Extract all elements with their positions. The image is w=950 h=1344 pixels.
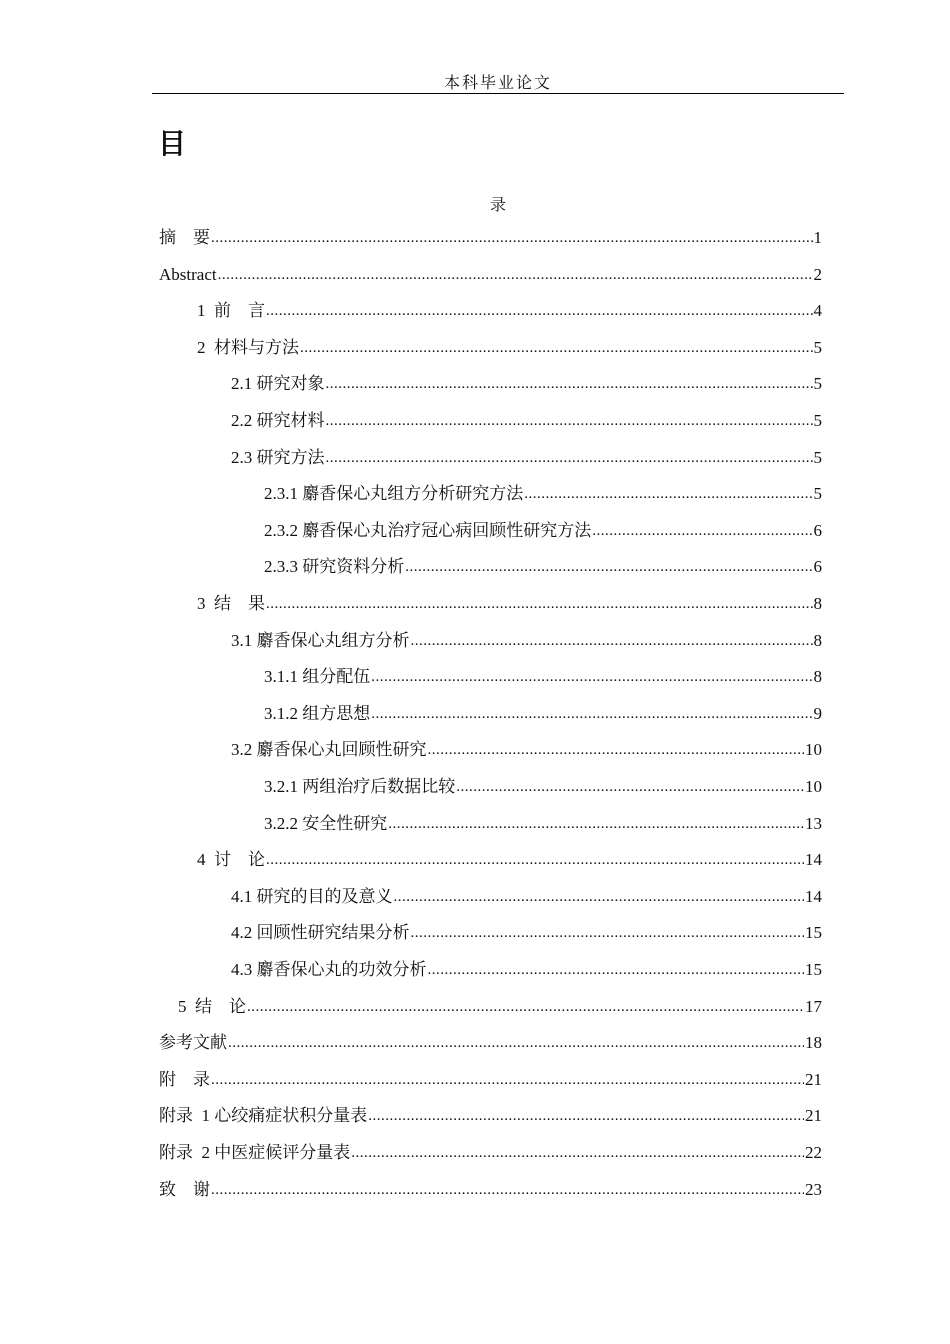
toc-entry[interactable] xyxy=(231,403,822,433)
toc-entry[interactable] xyxy=(264,513,822,543)
toc-dot-leader xyxy=(211,1068,804,1092)
toc-entry-page-number: 6 xyxy=(813,557,822,577)
toc-entry[interactable] xyxy=(197,293,822,323)
toc-entry[interactable] xyxy=(264,476,822,506)
toc-entry[interactable] xyxy=(264,549,822,579)
toc-entry-page-number: 17 xyxy=(805,996,822,1016)
toc-entry-label: 2.3 研究方法 xyxy=(231,447,325,467)
toc-entry[interactable] xyxy=(231,952,822,982)
toc-entry-label: 3.1.2 组方思想 xyxy=(264,703,371,723)
toc-entry-page-number: 1 xyxy=(813,228,822,247)
toc-entry[interactable] xyxy=(264,806,822,836)
toc-dot-leader xyxy=(394,885,805,909)
toc-entry-label: 2.3.2 麝香保心丸治疗冠心病回顾性研究方法 xyxy=(264,520,592,540)
toc-dot-leader xyxy=(405,555,812,579)
toc-entry[interactable] xyxy=(159,1172,822,1202)
toc-entry[interactable] xyxy=(159,1135,822,1165)
toc-title-second-char: 录 xyxy=(489,197,506,214)
toc-entry-page-number: 10 xyxy=(805,740,822,760)
toc-entry-label: 3 结 果 xyxy=(197,594,265,613)
toc-entry[interactable] xyxy=(231,366,822,396)
toc-dot-leader xyxy=(211,1178,804,1202)
toc-entry-label: 附录 1 心绞痛症状积分量表 xyxy=(159,1106,368,1126)
toc-dot-leader xyxy=(388,812,804,836)
toc-dot-leader xyxy=(428,958,805,982)
toc-dot-leader xyxy=(456,775,804,799)
toc-entry-page-number: 2 xyxy=(813,264,822,284)
toc-entry-page-number: 15 xyxy=(805,923,822,943)
toc-entry-label: 致 谢 xyxy=(159,1179,210,1199)
toc-entry[interactable] xyxy=(197,842,822,872)
toc-entry-page-number: 5 xyxy=(813,447,822,467)
toc-entry-label: 4.1 研究的目的及意义 xyxy=(231,886,393,906)
toc-dot-leader xyxy=(266,848,804,872)
toc-dot-leader xyxy=(371,665,812,689)
toc-entry[interactable] xyxy=(159,1062,822,1092)
toc-entry-page-number: 21 xyxy=(805,1106,822,1126)
toc-entry-label: 3.2.2 安全性研究 xyxy=(264,813,388,833)
toc-entry-label: 附 录 xyxy=(159,1069,210,1089)
toc-entry-page-number: 8 xyxy=(813,667,822,687)
toc-entry-label: 3.2 麝香保心丸回顾性研究 xyxy=(231,740,427,760)
header-rule xyxy=(152,93,844,94)
toc-entry-page-number: 18 xyxy=(805,1033,822,1053)
toc-entry-page-number: 10 xyxy=(805,777,822,796)
toc-entry[interactable] xyxy=(159,1025,822,1055)
toc-dot-leader xyxy=(228,1031,804,1055)
toc-dot-leader xyxy=(411,921,805,945)
toc-dot-leader xyxy=(326,409,813,433)
toc-entry[interactable] xyxy=(231,440,822,470)
toc-dot-leader xyxy=(326,372,813,396)
toc-entry-label: 附录 2 中医症候评分量表 xyxy=(159,1143,351,1162)
toc-entry-label: 2.1 研究对象 xyxy=(231,374,325,394)
toc-entry-label: Abstract xyxy=(159,264,217,284)
toc-entry-page-number: 5 xyxy=(813,484,822,504)
toc-entry-label: 3.1.1 组分配伍 xyxy=(264,667,371,687)
toc-entry-page-number: 22 xyxy=(805,1143,822,1162)
toc-entry-page-number: 14 xyxy=(805,886,822,906)
toc-entry-page-number: 5 xyxy=(813,411,822,430)
toc-entry[interactable] xyxy=(231,623,822,653)
toc-entry-label: 3.1 麝香保心丸组方分析 xyxy=(231,630,410,650)
toc-entry[interactable] xyxy=(231,879,822,909)
toc-entry-page-number: 5 xyxy=(813,374,822,394)
toc-dot-leader xyxy=(524,482,812,506)
toc-entry-label: 摘 要 xyxy=(159,228,210,247)
toc-dot-leader xyxy=(266,299,813,323)
toc-dot-leader xyxy=(326,446,813,470)
toc-entry-page-number: 6 xyxy=(813,520,822,540)
toc-entry-page-number: 8 xyxy=(813,594,822,613)
toc-entry-label: 2.3.3 研究资料分析 xyxy=(264,557,405,577)
toc-entry[interactable] xyxy=(264,696,822,726)
toc-entry-page-number: 8 xyxy=(813,630,822,650)
toc-entry-label: 4 讨 论 xyxy=(197,850,265,870)
toc-entry-page-number: 4 xyxy=(813,301,822,321)
toc-entry-page-number: 23 xyxy=(805,1179,822,1199)
toc-entry-label: 4.3 麝香保心丸的功效分析 xyxy=(231,960,427,979)
toc-dot-leader xyxy=(411,629,813,653)
toc-entry-label: 参考文献 xyxy=(159,1033,227,1053)
toc-entry[interactable] xyxy=(264,659,822,689)
toc-entry-page-number: 13 xyxy=(805,813,822,833)
toc-entry-label: 1 前 言 xyxy=(197,301,265,321)
toc-dot-leader xyxy=(218,263,813,287)
toc-entry-page-number: 9 xyxy=(813,703,822,723)
toc-title-first-char: 目 xyxy=(158,127,187,160)
toc-entry-label: 3.2.1 两组治疗后数据比较 xyxy=(264,777,456,796)
toc-dot-leader xyxy=(592,519,812,543)
toc-entry-label: 5 结 论 xyxy=(178,996,246,1016)
toc-entry[interactable] xyxy=(178,989,822,1019)
toc-entry[interactable] xyxy=(231,915,822,945)
toc-dot-leader xyxy=(300,336,813,360)
toc-dot-leader xyxy=(247,995,804,1019)
toc-entry-label: 4.2 回顾性研究结果分析 xyxy=(231,923,410,943)
toc-dot-leader xyxy=(428,738,805,762)
running-header: 本科毕业论文 xyxy=(443,75,552,92)
toc-dot-leader xyxy=(351,1141,804,1165)
toc-entry-label: 2.2 研究材料 xyxy=(231,411,325,430)
toc-dot-leader xyxy=(211,226,813,250)
toc-entry[interactable] xyxy=(159,1098,822,1128)
toc-entry-label: 2 材料与方法 xyxy=(197,337,299,357)
toc-entry[interactable] xyxy=(197,586,822,616)
toc-dot-leader xyxy=(266,592,813,616)
toc-dot-leader xyxy=(371,702,812,726)
toc-entry[interactable] xyxy=(264,769,822,799)
toc-entry-page-number: 15 xyxy=(805,960,822,979)
toc-entry-page-number: 5 xyxy=(813,337,822,357)
toc-entry-label: 2.3.1 麝香保心丸组方分析研究方法 xyxy=(264,484,524,504)
toc-entry[interactable] xyxy=(197,330,822,360)
toc-entry[interactable] xyxy=(231,732,822,762)
toc-entry-page-number: 14 xyxy=(805,850,822,870)
toc-entry[interactable] xyxy=(159,257,822,287)
toc-entry[interactable] xyxy=(159,220,822,250)
toc-dot-leader xyxy=(368,1104,804,1128)
toc-entry-page-number: 21 xyxy=(805,1069,822,1089)
